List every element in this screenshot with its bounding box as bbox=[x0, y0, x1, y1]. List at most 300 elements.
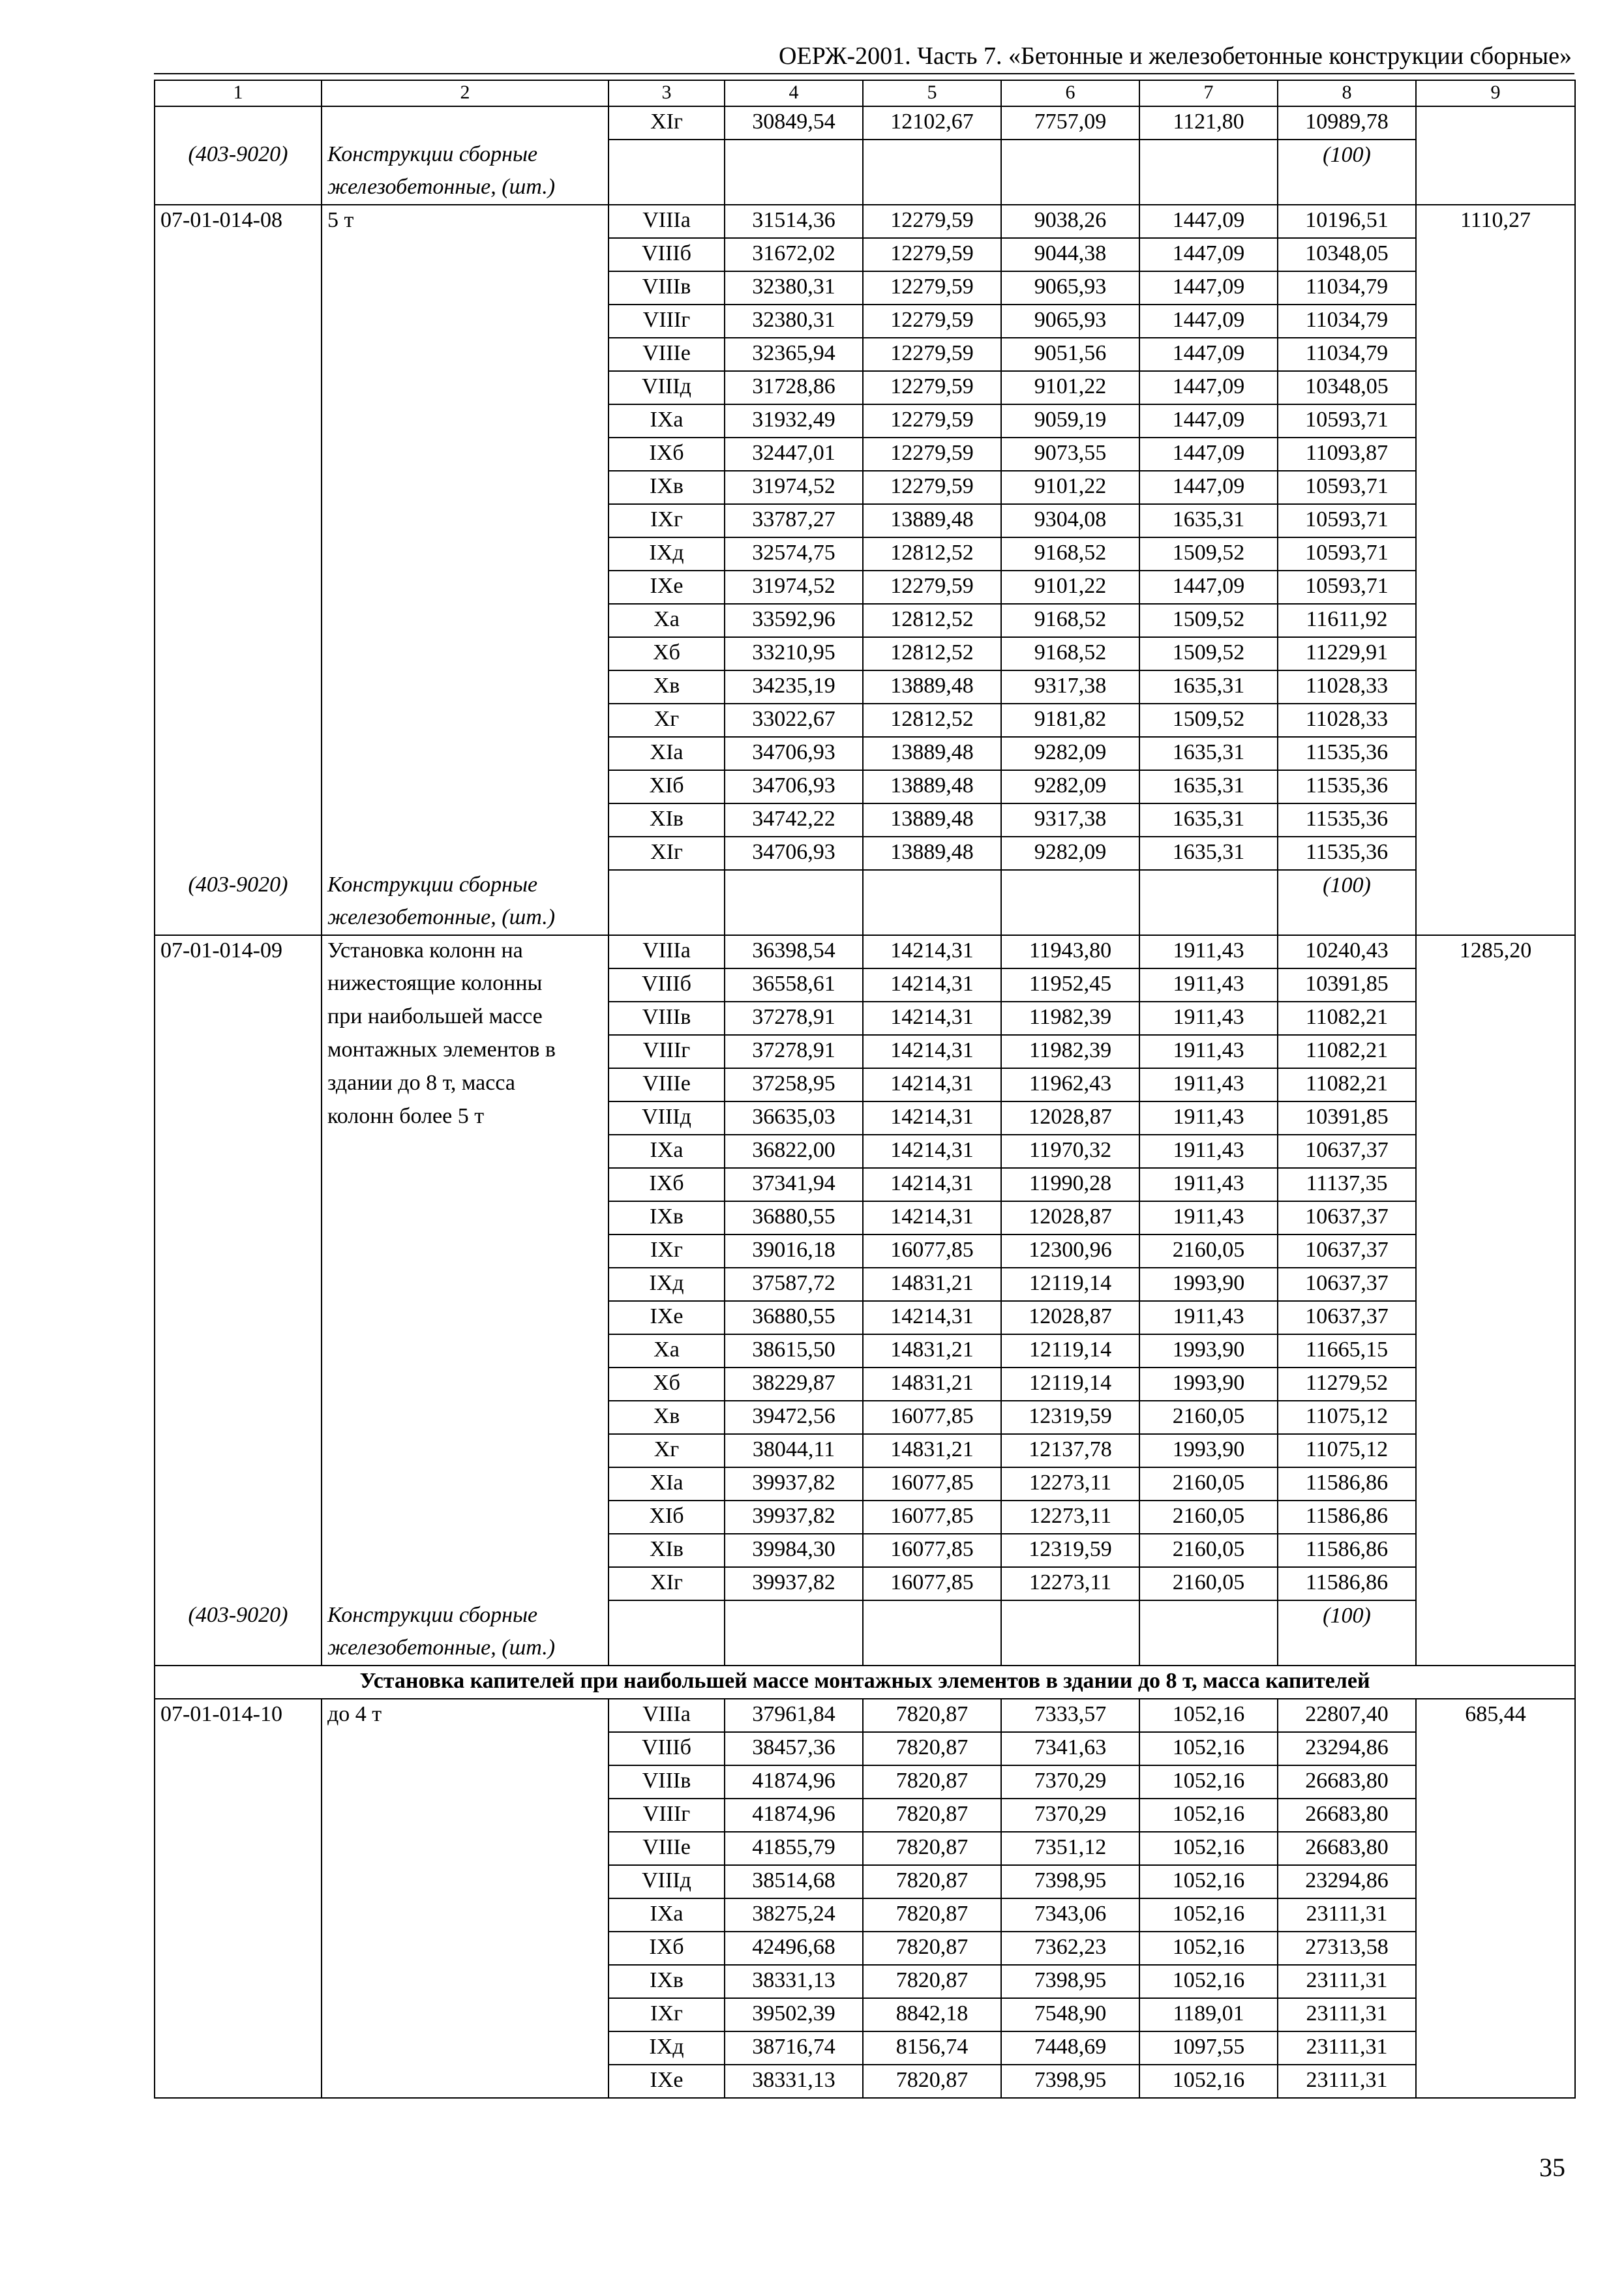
empty-cell bbox=[322, 471, 609, 504]
empty-cell bbox=[1416, 837, 1575, 870]
value-cell: 2160,05 bbox=[1139, 1501, 1278, 1534]
value-cell: 30849,54 bbox=[725, 106, 863, 140]
value-cell: 7820,87 bbox=[863, 1799, 1001, 1832]
zone-cell: IXв bbox=[609, 471, 725, 504]
empty-cell bbox=[609, 1633, 725, 1666]
value-cell: 23111,31 bbox=[1278, 1998, 1416, 2031]
value-cell: 14214,31 bbox=[863, 1068, 1001, 1101]
value-cell: 10391,85 bbox=[1278, 968, 1416, 1002]
value-cell: 34706,93 bbox=[725, 770, 863, 803]
value-cell: 13889,48 bbox=[863, 504, 1001, 537]
value-cell: 11279,52 bbox=[1278, 1368, 1416, 1401]
zone-cell: Xб bbox=[609, 637, 725, 670]
empty-cell bbox=[1416, 471, 1575, 504]
value-cell: 9101,22 bbox=[1001, 371, 1139, 404]
value-cell: 23111,31 bbox=[1278, 1898, 1416, 1932]
empty-cell bbox=[1416, 305, 1575, 338]
zone-cell: VIIIе bbox=[609, 1068, 725, 1101]
empty-cell bbox=[155, 1002, 322, 1035]
table-row bbox=[155, 1467, 1575, 1501]
note-row bbox=[155, 1633, 1575, 1666]
empty-cell bbox=[322, 504, 609, 537]
empty-cell bbox=[1416, 1434, 1575, 1467]
empty-cell bbox=[1416, 1201, 1575, 1234]
empty-cell bbox=[155, 1501, 322, 1534]
value-cell: 39937,82 bbox=[725, 1467, 863, 1501]
value-cell: 1993,90 bbox=[1139, 1368, 1278, 1401]
empty-cell bbox=[725, 870, 863, 903]
rate-name-line: 5 т bbox=[322, 205, 609, 238]
value-cell: 11665,15 bbox=[1278, 1334, 1416, 1368]
value-cell: 12137,78 bbox=[1001, 1434, 1139, 1467]
empty-cell bbox=[322, 106, 609, 140]
value-cell: 11075,12 bbox=[1278, 1434, 1416, 1467]
zone-cell: XIб bbox=[609, 770, 725, 803]
table-row bbox=[155, 604, 1575, 637]
value-cell: 2160,05 bbox=[1139, 1567, 1278, 1600]
table-row bbox=[155, 1965, 1575, 1998]
table-row bbox=[155, 1301, 1575, 1334]
value-cell: 12812,52 bbox=[863, 604, 1001, 637]
empty-cell bbox=[322, 1965, 609, 1998]
value-cell: 12279,59 bbox=[863, 305, 1001, 338]
empty-cell bbox=[1416, 1832, 1575, 1865]
empty-cell bbox=[1278, 172, 1416, 205]
value-cell: 36398,54 bbox=[725, 935, 863, 968]
empty-cell bbox=[1278, 1633, 1416, 1666]
empty-cell bbox=[322, 1501, 609, 1534]
value-cell: 32380,31 bbox=[725, 305, 863, 338]
value-cell: 9065,93 bbox=[1001, 305, 1139, 338]
page-number: 35 bbox=[1539, 2153, 1565, 2182]
value-cell: 33210,95 bbox=[725, 637, 863, 670]
value-cell: 38275,24 bbox=[725, 1898, 863, 1932]
value-cell: 34235,19 bbox=[725, 670, 863, 704]
table-row bbox=[155, 504, 1575, 537]
empty-cell bbox=[1001, 140, 1139, 172]
empty-cell bbox=[1416, 140, 1575, 172]
value-cell: 23294,86 bbox=[1278, 1732, 1416, 1765]
table-row bbox=[155, 1799, 1575, 1832]
value-cell: 1911,43 bbox=[1139, 1002, 1278, 1035]
empty-cell bbox=[1416, 1765, 1575, 1799]
empty-cell bbox=[155, 1765, 322, 1799]
zone-cell: XIв bbox=[609, 1534, 725, 1567]
value-cell: 1052,16 bbox=[1139, 1832, 1278, 1865]
value-cell: 14214,31 bbox=[863, 1101, 1001, 1135]
empty-cell bbox=[322, 670, 609, 704]
value-cell: 36822,00 bbox=[725, 1135, 863, 1168]
empty-cell bbox=[1416, 1567, 1575, 1600]
table-row bbox=[155, 571, 1575, 604]
empty-cell bbox=[1416, 1898, 1575, 1932]
zone-cell: IXг bbox=[609, 504, 725, 537]
value-cell: 16077,85 bbox=[863, 1401, 1001, 1434]
value-cell: 16077,85 bbox=[863, 1501, 1001, 1534]
empty-cell bbox=[609, 903, 725, 935]
table-row bbox=[155, 1898, 1575, 1932]
table-row bbox=[155, 1998, 1575, 2031]
table-row bbox=[155, 803, 1575, 837]
value-cell: 14831,21 bbox=[863, 1334, 1001, 1368]
empty-cell bbox=[1139, 172, 1278, 205]
value-cell: 7820,87 bbox=[863, 1965, 1001, 1998]
empty-cell bbox=[1416, 1501, 1575, 1534]
value-cell: 9101,22 bbox=[1001, 471, 1139, 504]
value-cell: 9282,09 bbox=[1001, 837, 1139, 870]
page-header: ОЕРЖ-2001. Часть 7. «Бетонные и железобетонные конструкции сборные» bbox=[779, 42, 1572, 70]
rate-name-line: Установка колонн на bbox=[322, 935, 609, 968]
table-row bbox=[155, 1501, 1575, 1534]
empty-cell bbox=[1416, 1068, 1575, 1101]
empty-cell bbox=[322, 1368, 609, 1401]
empty-cell bbox=[155, 1732, 322, 1765]
value-cell: 11535,36 bbox=[1278, 837, 1416, 870]
empty-cell bbox=[155, 1368, 322, 1401]
table-row bbox=[155, 1234, 1575, 1268]
rates-table bbox=[154, 80, 1576, 2099]
empty-cell bbox=[155, 670, 322, 704]
value-cell: 12102,67 bbox=[863, 106, 1001, 140]
column-number: 1 bbox=[155, 80, 322, 106]
col9-value: 1110,27 bbox=[1416, 205, 1575, 238]
value-cell: 16077,85 bbox=[863, 1534, 1001, 1567]
empty-cell bbox=[1416, 1101, 1575, 1135]
zone-cell: IXд bbox=[609, 1268, 725, 1301]
empty-cell bbox=[322, 338, 609, 371]
table-row bbox=[155, 338, 1575, 371]
value-cell: 11586,86 bbox=[1278, 1567, 1416, 1600]
value-cell: 38044,11 bbox=[725, 1434, 863, 1467]
empty-cell bbox=[1416, 271, 1575, 305]
value-cell: 36558,61 bbox=[725, 968, 863, 1002]
rate-name-line: до 4 т bbox=[322, 1699, 609, 1732]
value-cell: 1635,31 bbox=[1139, 670, 1278, 704]
value-cell: 14831,21 bbox=[863, 1268, 1001, 1301]
empty-cell bbox=[155, 371, 322, 404]
value-cell: 12028,87 bbox=[1001, 1201, 1139, 1234]
value-cell: 2160,05 bbox=[1139, 1534, 1278, 1567]
column-number: 5 bbox=[863, 80, 1001, 106]
table-row bbox=[155, 1434, 1575, 1467]
value-cell: 1052,16 bbox=[1139, 1898, 1278, 1932]
empty-cell bbox=[1416, 172, 1575, 205]
empty-cell bbox=[155, 504, 322, 537]
zone-cell: IXб bbox=[609, 1168, 725, 1201]
value-cell: 7820,87 bbox=[863, 1765, 1001, 1799]
value-cell: 7341,63 bbox=[1001, 1732, 1139, 1765]
value-cell: 9051,56 bbox=[1001, 338, 1139, 371]
value-cell: 38514,68 bbox=[725, 1865, 863, 1898]
value-cell: 7448,69 bbox=[1001, 2031, 1139, 2065]
value-cell: 12279,59 bbox=[863, 471, 1001, 504]
empty-cell bbox=[155, 1998, 322, 2031]
value-cell: 1447,09 bbox=[1139, 571, 1278, 604]
zone-cell: VIIIв bbox=[609, 271, 725, 305]
empty-cell bbox=[1416, 1998, 1575, 2031]
table-row bbox=[155, 1002, 1575, 1035]
empty-cell bbox=[1416, 1965, 1575, 1998]
value-cell: 12812,52 bbox=[863, 637, 1001, 670]
table-row bbox=[155, 1368, 1575, 1401]
value-cell: 41874,96 bbox=[725, 1765, 863, 1799]
table-row bbox=[155, 438, 1575, 471]
empty-cell bbox=[1416, 1035, 1575, 1068]
value-cell: 14831,21 bbox=[863, 1368, 1001, 1401]
value-cell: 12319,59 bbox=[1001, 1401, 1139, 1434]
empty-cell bbox=[155, 704, 322, 737]
empty-cell bbox=[155, 305, 322, 338]
value-cell: 12279,59 bbox=[863, 238, 1001, 271]
empty-cell bbox=[1416, 1600, 1575, 1633]
value-cell: 7362,23 bbox=[1001, 1932, 1139, 1965]
empty-cell bbox=[322, 1998, 609, 2031]
value-cell: 12119,14 bbox=[1001, 1334, 1139, 1368]
table-row bbox=[155, 1765, 1575, 1799]
value-cell: 7820,87 bbox=[863, 1699, 1001, 1732]
value-cell: 13889,48 bbox=[863, 670, 1001, 704]
value-cell: 1447,09 bbox=[1139, 205, 1278, 238]
value-cell: 37587,72 bbox=[725, 1268, 863, 1301]
note-percent: (100) bbox=[1278, 870, 1416, 903]
value-cell: 10593,71 bbox=[1278, 504, 1416, 537]
empty-cell bbox=[155, 1467, 322, 1501]
empty-cell bbox=[1416, 1401, 1575, 1434]
empty-cell bbox=[155, 1068, 322, 1101]
value-cell: 22807,40 bbox=[1278, 1699, 1416, 1732]
value-cell: 10348,05 bbox=[1278, 238, 1416, 271]
value-cell: 32380,31 bbox=[725, 271, 863, 305]
note-name-line: железобетонные, (шт.) bbox=[322, 1633, 609, 1666]
empty-cell bbox=[322, 1434, 609, 1467]
empty-cell bbox=[322, 1334, 609, 1368]
value-cell: 7351,12 bbox=[1001, 1832, 1139, 1865]
value-cell: 1052,16 bbox=[1139, 1965, 1278, 1998]
value-cell: 12119,14 bbox=[1001, 1268, 1139, 1301]
value-cell: 34742,22 bbox=[725, 803, 863, 837]
value-cell: 9101,22 bbox=[1001, 571, 1139, 604]
value-cell: 26683,80 bbox=[1278, 1799, 1416, 1832]
note-name-line: железобетонные, (шт.) bbox=[322, 172, 609, 205]
empty-cell bbox=[725, 1633, 863, 1666]
empty-cell bbox=[1416, 803, 1575, 837]
value-cell: 9168,52 bbox=[1001, 537, 1139, 571]
empty-cell bbox=[155, 1334, 322, 1368]
rate-name-line: нижестоящие колонны bbox=[322, 968, 609, 1002]
value-cell: 16077,85 bbox=[863, 1567, 1001, 1600]
value-cell: 11082,21 bbox=[1278, 1035, 1416, 1068]
zone-cell: IXб bbox=[609, 438, 725, 471]
value-cell: 7820,87 bbox=[863, 1832, 1001, 1865]
value-cell: 9065,93 bbox=[1001, 271, 1139, 305]
value-cell: 12273,11 bbox=[1001, 1467, 1139, 1501]
empty-cell bbox=[322, 571, 609, 604]
column-number: 3 bbox=[609, 80, 725, 106]
value-cell: 11034,79 bbox=[1278, 271, 1416, 305]
value-cell: 10391,85 bbox=[1278, 1101, 1416, 1135]
table-row bbox=[155, 1865, 1575, 1898]
empty-cell bbox=[322, 371, 609, 404]
value-cell: 11962,43 bbox=[1001, 1068, 1139, 1101]
value-cell: 11586,86 bbox=[1278, 1534, 1416, 1567]
value-cell: 1052,16 bbox=[1139, 2065, 1278, 2098]
value-cell: 1635,31 bbox=[1139, 737, 1278, 770]
note-name-line: Конструкции сборные bbox=[322, 1600, 609, 1633]
empty-cell bbox=[155, 837, 322, 870]
empty-cell bbox=[155, 770, 322, 803]
value-cell: 1635,31 bbox=[1139, 770, 1278, 803]
value-cell: 10637,37 bbox=[1278, 1268, 1416, 1301]
empty-cell bbox=[1416, 968, 1575, 1002]
value-cell: 7820,87 bbox=[863, 2065, 1001, 2098]
zone-cell: IXб bbox=[609, 1932, 725, 1965]
empty-cell bbox=[1416, 1799, 1575, 1832]
empty-cell bbox=[322, 637, 609, 670]
column-number: 4 bbox=[725, 80, 863, 106]
value-cell: 10637,37 bbox=[1278, 1201, 1416, 1234]
value-cell: 10593,71 bbox=[1278, 404, 1416, 438]
empty-cell bbox=[1416, 1234, 1575, 1268]
empty-cell bbox=[1139, 1633, 1278, 1666]
value-cell: 39937,82 bbox=[725, 1567, 863, 1600]
value-cell: 32365,94 bbox=[725, 338, 863, 371]
value-cell: 32574,75 bbox=[725, 537, 863, 571]
empty-cell bbox=[322, 1168, 609, 1201]
table-row bbox=[155, 837, 1575, 870]
empty-cell bbox=[1416, 870, 1575, 903]
empty-cell bbox=[322, 238, 609, 271]
value-cell: 14831,21 bbox=[863, 1434, 1001, 1467]
value-cell: 13889,48 bbox=[863, 803, 1001, 837]
zone-cell: VIIIд bbox=[609, 1101, 725, 1135]
value-cell: 12300,96 bbox=[1001, 1234, 1139, 1268]
empty-cell bbox=[322, 1534, 609, 1567]
table-row bbox=[155, 770, 1575, 803]
value-cell: 12279,59 bbox=[863, 438, 1001, 471]
value-cell: 12119,14 bbox=[1001, 1368, 1139, 1401]
note-row bbox=[155, 870, 1575, 903]
value-cell: 1509,52 bbox=[1139, 537, 1278, 571]
empty-cell bbox=[322, 1799, 609, 1832]
value-cell: 16077,85 bbox=[863, 1234, 1001, 1268]
value-cell: 12273,11 bbox=[1001, 1567, 1139, 1600]
empty-cell bbox=[155, 537, 322, 571]
table-row bbox=[155, 305, 1575, 338]
value-cell: 7370,29 bbox=[1001, 1799, 1139, 1832]
empty-cell bbox=[609, 140, 725, 172]
empty-cell bbox=[1416, 2065, 1575, 2098]
table-row bbox=[155, 205, 1575, 238]
value-cell: 1097,55 bbox=[1139, 2031, 1278, 2065]
value-cell: 31728,86 bbox=[725, 371, 863, 404]
empty-cell bbox=[1416, 106, 1575, 140]
zone-cell: VIIIб bbox=[609, 968, 725, 1002]
empty-cell bbox=[1416, 1932, 1575, 1965]
value-cell: 23111,31 bbox=[1278, 2065, 1416, 2098]
value-cell: 1052,16 bbox=[1139, 1932, 1278, 1965]
empty-cell bbox=[1278, 903, 1416, 935]
value-cell: 1993,90 bbox=[1139, 1434, 1278, 1467]
rate-code: 07-01-014-10 bbox=[155, 1699, 322, 1732]
table-row bbox=[155, 1135, 1575, 1168]
value-cell: 1911,43 bbox=[1139, 968, 1278, 1002]
column-numbers-row bbox=[155, 80, 1575, 106]
value-cell: 1911,43 bbox=[1139, 1101, 1278, 1135]
zone-cell: IXа bbox=[609, 1898, 725, 1932]
zone-cell: XIа bbox=[609, 737, 725, 770]
value-cell: 1911,43 bbox=[1139, 935, 1278, 968]
empty-cell bbox=[322, 1567, 609, 1600]
value-cell: 37961,84 bbox=[725, 1699, 863, 1732]
value-cell: 33592,96 bbox=[725, 604, 863, 637]
empty-cell bbox=[322, 770, 609, 803]
empty-cell bbox=[155, 1898, 322, 1932]
note-name-line: железобетонные, (шт.) bbox=[322, 903, 609, 935]
table-row bbox=[155, 935, 1575, 968]
empty-cell bbox=[1416, 2031, 1575, 2065]
value-cell: 14214,31 bbox=[863, 968, 1001, 1002]
empty-cell bbox=[155, 404, 322, 438]
value-cell: 1911,43 bbox=[1139, 1135, 1278, 1168]
zone-cell: Xа bbox=[609, 1334, 725, 1368]
empty-cell bbox=[1416, 238, 1575, 271]
note-row bbox=[155, 903, 1575, 935]
value-cell: 23294,86 bbox=[1278, 1865, 1416, 1898]
value-cell: 11082,21 bbox=[1278, 1002, 1416, 1035]
value-cell: 7820,87 bbox=[863, 1732, 1001, 1765]
empty-cell bbox=[725, 172, 863, 205]
empty-cell bbox=[1416, 903, 1575, 935]
note-percent: (100) bbox=[1278, 1600, 1416, 1633]
value-cell: 7820,87 bbox=[863, 1932, 1001, 1965]
empty-cell bbox=[1416, 404, 1575, 438]
value-cell: 1911,43 bbox=[1139, 1035, 1278, 1068]
value-cell: 11034,79 bbox=[1278, 305, 1416, 338]
value-cell: 7548,90 bbox=[1001, 1998, 1139, 2031]
empty-cell bbox=[155, 1234, 322, 1268]
value-cell: 14214,31 bbox=[863, 1002, 1001, 1035]
table-row bbox=[155, 1401, 1575, 1434]
table-row bbox=[155, 1567, 1575, 1600]
value-cell: 1447,09 bbox=[1139, 338, 1278, 371]
zone-cell: IXе bbox=[609, 2065, 725, 2098]
value-cell: 11990,28 bbox=[1001, 1168, 1139, 1201]
value-cell: 13889,48 bbox=[863, 737, 1001, 770]
empty-cell bbox=[725, 903, 863, 935]
zone-cell: XIг bbox=[609, 106, 725, 140]
rate-code: 07-01-014-09 bbox=[155, 935, 322, 968]
value-cell: 41855,79 bbox=[725, 1832, 863, 1865]
empty-cell bbox=[1416, 1633, 1575, 1666]
table-row bbox=[155, 968, 1575, 1002]
rate-name-line: при наибольшей массе bbox=[322, 1002, 609, 1035]
empty-cell bbox=[322, 1865, 609, 1898]
column-number: 7 bbox=[1139, 80, 1278, 106]
empty-cell bbox=[155, 106, 322, 140]
value-cell: 9168,52 bbox=[1001, 604, 1139, 637]
empty-cell bbox=[1416, 1168, 1575, 1201]
empty-cell bbox=[1416, 1135, 1575, 1168]
value-cell: 26683,80 bbox=[1278, 1765, 1416, 1799]
value-cell: 9317,38 bbox=[1001, 803, 1139, 837]
zone-cell: IXд bbox=[609, 2031, 725, 2065]
value-cell: 12812,52 bbox=[863, 537, 1001, 571]
table-row bbox=[155, 1732, 1575, 1765]
value-cell: 9282,09 bbox=[1001, 737, 1139, 770]
value-cell: 1447,09 bbox=[1139, 404, 1278, 438]
empty-cell bbox=[863, 1600, 1001, 1633]
column-number: 2 bbox=[322, 80, 609, 106]
